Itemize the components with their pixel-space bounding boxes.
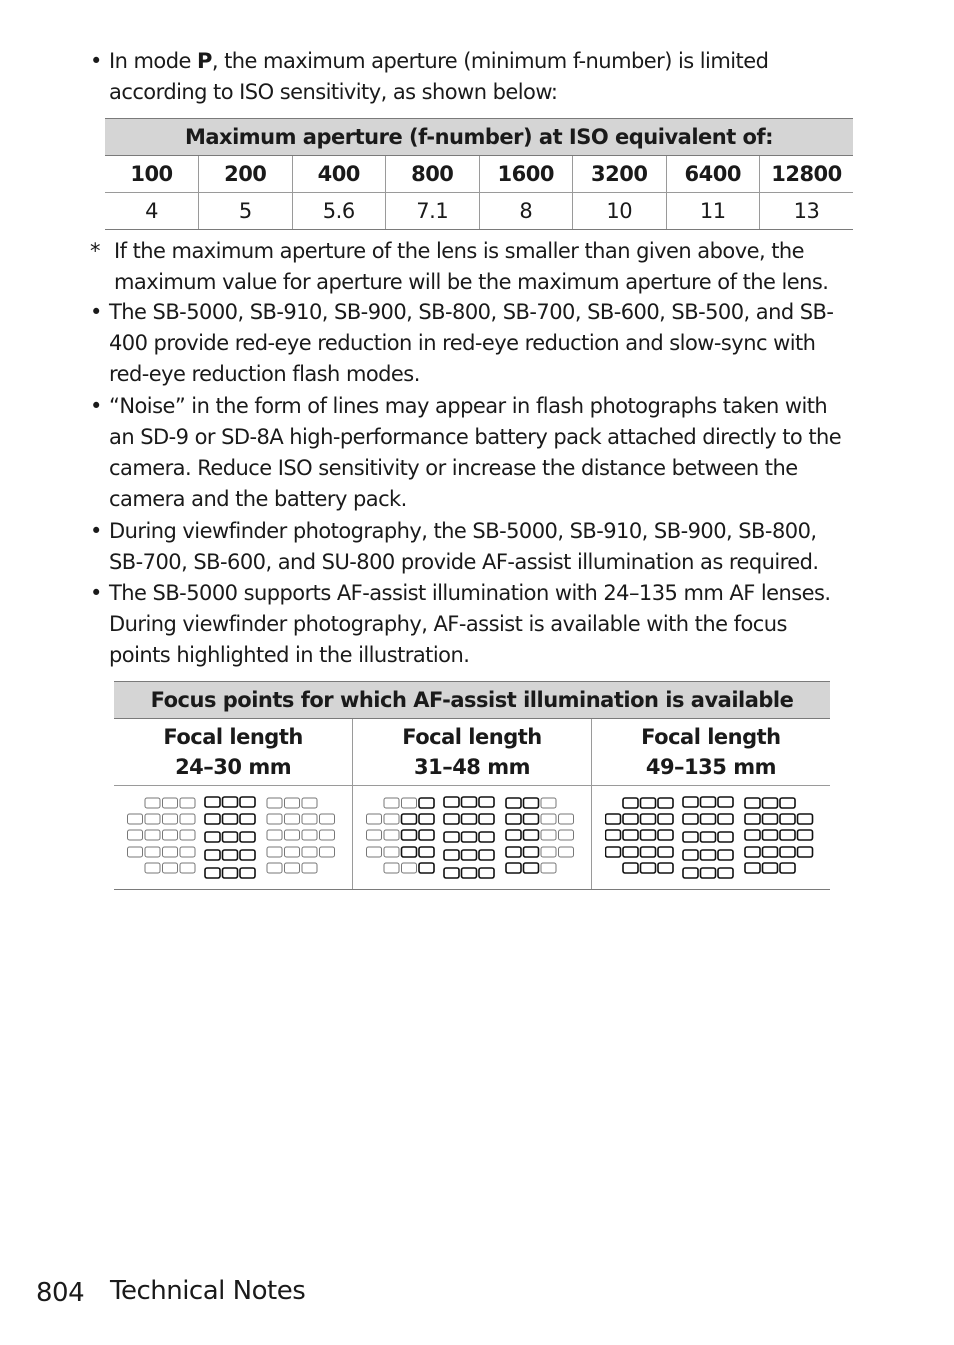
af-table-caption: Focus points for which AF-assist illumination is available xyxy=(114,682,830,719)
focus-point-center-r1-c1 xyxy=(461,814,476,824)
focus-point-center-r4-c1 xyxy=(700,868,715,878)
focus-point-right-r3-c3 xyxy=(320,847,335,857)
focus-point-left-r4-c1 xyxy=(640,863,655,873)
focus-point-right-r1-c3 xyxy=(320,814,335,824)
focal-length-label: Focal length xyxy=(641,725,781,749)
iso-value: 100 xyxy=(105,156,199,193)
focus-point-left-r0-c2 xyxy=(658,798,673,808)
section-title: Technical Notes xyxy=(110,1276,306,1306)
focus-point-left-r1-c0 xyxy=(366,814,381,824)
bullet-marker: • xyxy=(90,49,102,73)
focus-point-center-r3-c2 xyxy=(479,850,494,860)
focus-point-center-r2-c2 xyxy=(718,832,733,842)
focus-point-right-r4-c2 xyxy=(541,863,556,873)
focus-point-left-r4-c1 xyxy=(401,863,416,873)
focus-point-right-r2-c1 xyxy=(523,830,538,840)
focus-point-left-r2-c3 xyxy=(419,830,434,840)
focus-point-right-r3-c0 xyxy=(506,847,521,857)
focus-point-right-r4-c0 xyxy=(745,863,760,873)
focus-point-center-r4-c0 xyxy=(444,868,459,878)
focus-point-left-r2-c1 xyxy=(145,830,160,840)
focus-point-right-r3-c1 xyxy=(285,847,300,857)
focus-point-center-r0-c0 xyxy=(444,797,459,807)
focus-point-right-r1-c3 xyxy=(558,814,573,824)
focus-point-center-r3-c2 xyxy=(718,850,733,860)
focus-point-right-r2-c2 xyxy=(541,830,556,840)
focus-point-left-r4-c1 xyxy=(163,863,178,873)
focus-point-right-r2-c1 xyxy=(285,830,300,840)
focus-point-left-r1-c0 xyxy=(605,814,620,824)
focal-length-header xyxy=(591,719,830,786)
focus-point-right-r2-c0 xyxy=(506,830,521,840)
bullet1-after: , the maximum aperture (minimum f-number) is limited according to ISO sensitivity, as shown below: xyxy=(109,49,769,104)
focus-point-right-r1-c1 xyxy=(285,814,300,824)
focus-point-right-r4-c1 xyxy=(285,863,300,873)
focus-point-right-r1-c0 xyxy=(506,814,521,824)
iso-value: 400 xyxy=(292,156,386,193)
focus-point-right-r2-c3 xyxy=(558,830,573,840)
focus-point-left-r1-c0 xyxy=(128,814,143,824)
focus-point-left-r1-c2 xyxy=(640,814,655,824)
focus-point-left-r2-c0 xyxy=(605,830,620,840)
focus-point-left-r0-c0 xyxy=(145,798,160,808)
focus-point-left-r2-c2 xyxy=(640,830,655,840)
focus-point-center-r4-c1 xyxy=(223,868,238,878)
aperture-value: 7.1 xyxy=(386,193,480,230)
bullet-marker: • xyxy=(90,300,102,324)
focus-grid-cell-49-135 xyxy=(591,786,830,890)
aperture-value: 4 xyxy=(105,193,199,230)
aperture-value: 10 xyxy=(573,193,667,230)
bullet-noise xyxy=(90,391,850,515)
footnote xyxy=(90,236,860,298)
focus-point-left-r4-c0 xyxy=(623,863,638,873)
bullet-marker: • xyxy=(90,394,102,418)
focus-point-left-r1-c2 xyxy=(401,814,416,824)
focus-point-grid-49-135 xyxy=(605,796,817,880)
focus-point-left-r2-c3 xyxy=(658,830,673,840)
focus-point-left-r1-c2 xyxy=(163,814,178,824)
focus-point-right-r1-c3 xyxy=(797,814,812,824)
focus-point-right-r1-c2 xyxy=(541,814,556,824)
focal-length-range: 31–48 mm xyxy=(413,755,530,779)
iso-value: 6400 xyxy=(666,156,760,193)
focus-point-left-r1-c3 xyxy=(658,814,673,824)
focus-point-center-r3-c0 xyxy=(683,850,698,860)
focus-point-center-r2-c0 xyxy=(683,832,698,842)
focus-point-center-r0-c0 xyxy=(205,797,220,807)
focus-point-center-r2-c1 xyxy=(461,832,476,842)
focal-length-header xyxy=(353,719,592,786)
focus-point-center-r1-c2 xyxy=(240,814,255,824)
focus-point-left-r3-c1 xyxy=(145,847,160,857)
focus-point-right-r2-c2 xyxy=(302,830,317,840)
focus-point-center-r1-c1 xyxy=(700,814,715,824)
iso-value: 3200 xyxy=(573,156,667,193)
iso-table-caption: Maximum aperture (f-number) at ISO equivalent of: xyxy=(105,119,853,156)
focus-point-left-r3-c2 xyxy=(163,847,178,857)
focus-point-left-r0-c1 xyxy=(640,798,655,808)
focus-point-right-r0-c2 xyxy=(541,798,556,808)
focus-point-right-r1-c0 xyxy=(745,814,760,824)
iso-value: 12800 xyxy=(760,156,854,193)
focus-point-right-r4-c1 xyxy=(523,863,538,873)
focus-point-left-r4-c2 xyxy=(180,863,195,873)
focus-point-right-r3-c2 xyxy=(780,847,795,857)
focus-point-left-r3-c0 xyxy=(366,847,381,857)
focus-point-left-r2-c1 xyxy=(623,830,638,840)
iso-aperture-table xyxy=(105,118,853,230)
focus-point-right-r3-c1 xyxy=(523,847,538,857)
focus-point-left-r3-c2 xyxy=(401,847,416,857)
focus-point-right-r3-c3 xyxy=(797,847,812,857)
focus-point-left-r1-c3 xyxy=(180,814,195,824)
focus-point-left-r2-c0 xyxy=(366,830,381,840)
focus-point-right-r3-c2 xyxy=(302,847,317,857)
focus-point-right-r2-c3 xyxy=(320,830,335,840)
focus-point-right-r1-c2 xyxy=(302,814,317,824)
focus-point-right-r0-c0 xyxy=(506,798,521,808)
focus-point-right-r2-c3 xyxy=(797,830,812,840)
focus-point-grid-31-48 xyxy=(366,796,578,880)
focus-point-left-r2-c2 xyxy=(401,830,416,840)
focus-point-center-r0-c2 xyxy=(718,797,733,807)
focus-point-center-r2-c1 xyxy=(700,832,715,842)
focus-point-center-r4-c2 xyxy=(240,868,255,878)
focal-length-range: 24–30 mm xyxy=(175,755,292,779)
focus-point-left-r3-c0 xyxy=(128,847,143,857)
focus-point-left-r3-c1 xyxy=(623,847,638,857)
focus-point-center-r3-c1 xyxy=(223,850,238,860)
focus-point-center-r3-c0 xyxy=(444,850,459,860)
focus-point-right-r1-c0 xyxy=(267,814,282,824)
focus-point-left-r0-c2 xyxy=(419,798,434,808)
focus-point-left-r0-c0 xyxy=(623,798,638,808)
focus-point-left-r4-c2 xyxy=(658,863,673,873)
focus-point-right-r2-c0 xyxy=(745,830,760,840)
focus-point-left-r2-c2 xyxy=(163,830,178,840)
aperture-value: 13 xyxy=(760,193,854,230)
iso-value: 1600 xyxy=(479,156,573,193)
focus-point-left-r3-c1 xyxy=(384,847,399,857)
focus-point-center-r3-c1 xyxy=(700,850,715,860)
focus-point-left-r1-c1 xyxy=(145,814,160,824)
focus-point-center-r1-c2 xyxy=(718,814,733,824)
focus-point-left-r4-c0 xyxy=(145,863,160,873)
focus-point-left-r0-c1 xyxy=(401,798,416,808)
focus-point-right-r0-c2 xyxy=(780,798,795,808)
focus-point-right-r4-c2 xyxy=(302,863,317,873)
bullet1-before: In mode xyxy=(109,49,198,73)
focus-point-center-r0-c1 xyxy=(461,797,476,807)
focus-point-right-r1-c1 xyxy=(762,814,777,824)
aperture-value: 5 xyxy=(199,193,293,230)
focus-point-right-r2-c1 xyxy=(762,830,777,840)
focus-point-right-r2-c0 xyxy=(267,830,282,840)
focus-point-left-r3-c3 xyxy=(419,847,434,857)
focus-point-left-r1-c1 xyxy=(384,814,399,824)
focus-point-center-r3-c1 xyxy=(461,850,476,860)
focus-point-center-r4-c1 xyxy=(461,868,476,878)
mode-p-label: P xyxy=(197,49,212,73)
focal-length-label: Focal length xyxy=(402,725,542,749)
focus-point-center-r4-c2 xyxy=(718,868,733,878)
focus-grid-cell-31-48 xyxy=(353,786,592,890)
bullet2-text: The SB-5000, SB-910, SB-900, SB-800, SB-700, SB-600, SB-500, and SB-400 provide red-eye reduction in red-eye reduction and slow-sync with red-eye reduction flash modes. xyxy=(109,300,834,386)
focus-point-center-r3-c2 xyxy=(240,850,255,860)
focus-point-right-r0-c0 xyxy=(745,798,760,808)
focus-point-left-r4-c0 xyxy=(384,863,399,873)
focus-point-center-r4-c0 xyxy=(205,868,220,878)
focus-point-left-r2-c3 xyxy=(180,830,195,840)
focus-point-right-r4-c1 xyxy=(762,863,777,873)
focus-point-right-r4-c0 xyxy=(506,863,521,873)
bullet-marker: • xyxy=(90,519,102,543)
focus-point-center-r0-c1 xyxy=(223,797,238,807)
focus-point-right-r0-c1 xyxy=(523,798,538,808)
focal-length-label: Focal length xyxy=(163,725,303,749)
focus-point-right-r3-c3 xyxy=(558,847,573,857)
focus-point-center-r0-c0 xyxy=(683,797,698,807)
focus-point-left-r3-c0 xyxy=(605,847,620,857)
focus-point-right-r0-c1 xyxy=(762,798,777,808)
focus-point-center-r1-c0 xyxy=(444,814,459,824)
bullet4-text: During viewfinder photography, the SB-5000, SB-910, SB-900, SB-800, SB-700, SB-600, and SU-800 provide AF-assist illumination as required. xyxy=(109,519,819,574)
focus-point-center-r2-c0 xyxy=(444,832,459,842)
footnote-mark: * xyxy=(90,239,100,263)
page-number: 804 xyxy=(36,1278,85,1308)
focus-point-left-r4-c2 xyxy=(419,863,434,873)
focus-grid-cell-24-30 xyxy=(114,786,353,890)
iso-value: 200 xyxy=(199,156,293,193)
focus-point-right-r0-c2 xyxy=(302,798,317,808)
bullet-red-eye xyxy=(90,297,850,390)
focus-point-left-r0-c1 xyxy=(163,798,178,808)
focus-point-right-r3-c2 xyxy=(541,847,556,857)
focus-point-left-r2-c1 xyxy=(384,830,399,840)
focus-point-grid-24-30 xyxy=(127,796,339,880)
bullet5-text: The SB-5000 supports AF-assist illumination with 24–135 mm AF lenses. During viewfinder photography, AF-assist is available with the focus points highlighted in the illustration. xyxy=(109,581,831,667)
bullet-marker: • xyxy=(90,581,102,605)
focus-point-center-r4-c0 xyxy=(683,868,698,878)
focus-point-left-r3-c3 xyxy=(658,847,673,857)
focus-point-center-r1-c0 xyxy=(683,814,698,824)
bullet-af-assist-flash xyxy=(90,516,850,578)
focus-point-center-r1-c2 xyxy=(479,814,494,824)
focus-point-center-r2-c0 xyxy=(205,832,220,842)
focus-point-right-r2-c2 xyxy=(780,830,795,840)
focus-point-center-r4-c2 xyxy=(479,868,494,878)
af-assist-table xyxy=(114,681,830,890)
bullet-aperture-mode-p xyxy=(90,46,850,108)
focus-point-right-r3-c0 xyxy=(267,847,282,857)
focus-point-center-r2-c2 xyxy=(240,832,255,842)
focus-point-right-r4-c2 xyxy=(780,863,795,873)
focus-point-right-r1-c1 xyxy=(523,814,538,824)
focus-point-left-r0-c2 xyxy=(180,798,195,808)
focus-point-right-r3-c1 xyxy=(762,847,777,857)
focus-point-right-r1-c2 xyxy=(780,814,795,824)
bullet3-text: “Noise” in the form of lines may appear in flash photographs taken with an SD-9 or SD-8A high-performance battery pack attached directly to the camera. Reduce ISO sensitivity or increase the distance between the camera and the battery pack. xyxy=(109,394,842,511)
focus-point-center-r3-c0 xyxy=(205,850,220,860)
aperture-value: 5.6 xyxy=(292,193,386,230)
focus-point-left-r1-c1 xyxy=(623,814,638,824)
focus-point-left-r0-c0 xyxy=(384,798,399,808)
focus-point-center-r0-c1 xyxy=(700,797,715,807)
focal-length-range: 49–135 mm xyxy=(645,755,776,779)
focus-point-left-r3-c3 xyxy=(180,847,195,857)
focus-point-left-r2-c0 xyxy=(128,830,143,840)
focus-point-right-r3-c0 xyxy=(745,847,760,857)
focus-point-center-r0-c2 xyxy=(479,797,494,807)
focus-point-center-r0-c2 xyxy=(240,797,255,807)
focus-point-center-r1-c1 xyxy=(223,814,238,824)
focus-point-center-r2-c1 xyxy=(223,832,238,842)
focus-point-right-r4-c0 xyxy=(267,863,282,873)
iso-value: 800 xyxy=(386,156,480,193)
bullet-sb5000-af-assist xyxy=(90,578,850,671)
focus-point-center-r2-c2 xyxy=(479,832,494,842)
aperture-value: 8 xyxy=(479,193,573,230)
focus-point-right-r0-c0 xyxy=(267,798,282,808)
focus-point-left-r3-c2 xyxy=(640,847,655,857)
focal-length-header xyxy=(114,719,353,786)
focus-point-center-r1-c0 xyxy=(205,814,220,824)
aperture-value: 11 xyxy=(666,193,760,230)
focus-point-right-r0-c1 xyxy=(285,798,300,808)
footnote-text: If the maximum aperture of the lens is smaller than given above, the maximum value for aperture will be the maximum aperture of the lens. xyxy=(114,239,829,294)
focus-point-left-r1-c3 xyxy=(419,814,434,824)
